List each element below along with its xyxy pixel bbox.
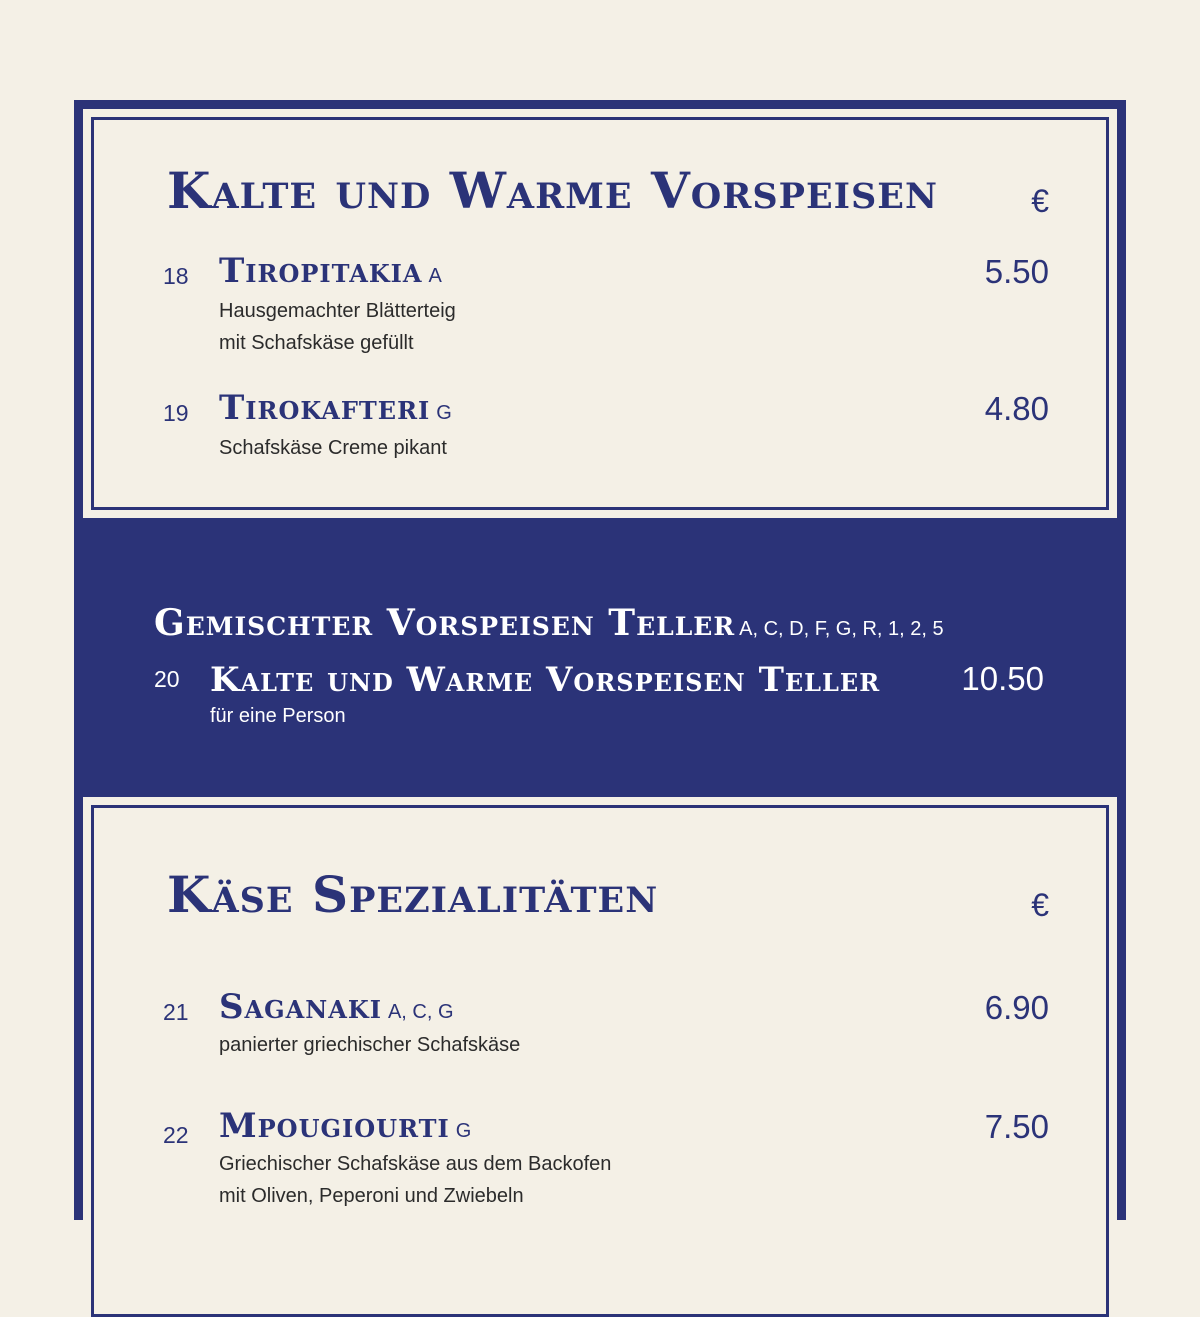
item-name: Mpougiourti G [219,1106,472,1146]
item-price: 5.50 [984,253,1049,290]
item-description: Schafskäse Creme pikant [219,437,447,459]
item-number: 20 [154,666,180,692]
item-price: 6.90 [984,989,1049,1026]
section-title: Gemischter Vorspeisen Teller A, C, D, F, G, R, 1, 2, 5 [154,602,944,644]
item-number: 18 [163,263,189,289]
allergen-codes: A [428,265,442,287]
allergen-codes: A, C, D, F, G, R, 1, 2, 5 [739,618,944,640]
item-name: Tirokafteri G [219,388,452,428]
item-price: 4.80 [984,390,1049,427]
item-number: 21 [163,999,189,1025]
item-description: für eine Person [210,705,346,727]
item-name: Tiropitakia A [219,251,442,291]
allergen-codes: G [455,1120,472,1142]
section-title: Käse Spezialitäten [167,865,659,924]
currency-label: € [1031,183,1049,219]
cheese-panel [83,797,1117,1297]
item-description: panierter griechischer Schafskäse [219,1034,521,1056]
menu-frame [74,100,1126,1220]
item-name: Saganaki A, C, G [219,987,454,1027]
cold-warm-panel [83,109,1117,518]
currency-label: € [1031,887,1049,923]
item-price: 10.50 [961,660,1044,697]
item-description: Hausgemachter Blätterteig mit Schafskäse gefüllt [219,300,456,354]
allergen-codes: A, C, G [387,1001,454,1023]
allergen-codes: G [436,402,452,424]
item-number: 19 [163,400,189,426]
item-number: 22 [163,1122,189,1148]
section-title: Kalte und Warme Vorspeisen [167,161,938,220]
item-name: Kalte und Warme Vorspeisen Teller [210,660,881,700]
item-price: 7.50 [984,1108,1049,1145]
item-description: Griechischer Schafskäse aus dem Backofen mit Oliven, Peperoni und Zwiebeln [219,1153,612,1207]
mixed-platter-band [74,518,1126,797]
